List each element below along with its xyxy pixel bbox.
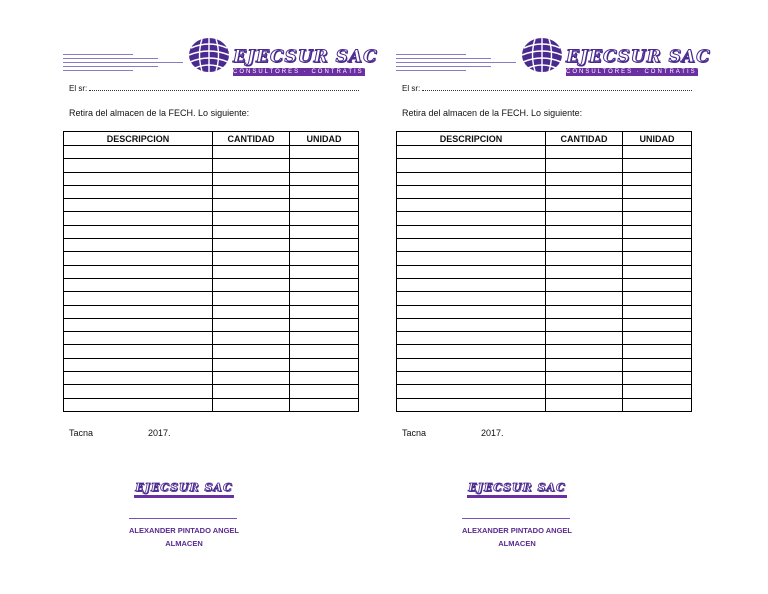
signer-name: ALEXANDER PINTADO ANGEL: [461, 526, 572, 535]
table-row: [397, 265, 692, 278]
descripcion-cell[interactable]: [64, 212, 213, 225]
stamp-name: EJECSUR SAC: [135, 481, 233, 494]
cantidad-cell[interactable]: [546, 292, 623, 305]
signature-line: [462, 518, 570, 519]
table-row: [397, 318, 692, 331]
table-row: [397, 385, 692, 398]
descripcion-cell[interactable]: [397, 358, 546, 371]
unidad-cell[interactable]: [290, 199, 359, 212]
cantidad-cell[interactable]: [546, 345, 623, 358]
cantidad-cell[interactable]: [213, 225, 290, 238]
descripcion-cell[interactable]: [64, 265, 213, 278]
withdrawal-form-left: [63, 0, 381, 594]
unidad-cell[interactable]: [623, 252, 692, 265]
unidad-cell[interactable]: [623, 332, 692, 345]
cantidad-cell[interactable]: [213, 146, 290, 159]
cantidad-cell[interactable]: [213, 212, 290, 225]
cantidad-cell[interactable]: [546, 305, 623, 318]
unidad-cell[interactable]: [623, 358, 692, 371]
cantidad-cell[interactable]: [213, 345, 290, 358]
column-header-unidad: UNIDAD: [623, 132, 692, 146]
table-row: [64, 146, 359, 159]
descripcion-cell[interactable]: [397, 212, 546, 225]
descripcion-cell[interactable]: [64, 199, 213, 212]
descripcion-cell[interactable]: [397, 225, 546, 238]
table-row: [64, 172, 359, 185]
descripcion-cell[interactable]: [397, 332, 546, 345]
descripcion-cell[interactable]: [64, 278, 213, 291]
globe-logo-icon: [187, 36, 231, 74]
column-header-descripcion: DESCRIPCION: [64, 132, 213, 146]
table-row: [64, 318, 359, 331]
unidad-cell[interactable]: [290, 239, 359, 252]
cantidad-cell[interactable]: [546, 252, 623, 265]
letterhead: [63, 36, 381, 78]
globe-logo-icon: [520, 36, 564, 74]
signer-name: ALEXANDER PINTADO ANGEL: [128, 526, 239, 535]
stamp-name: EJECSUR SAC: [468, 481, 566, 494]
table-row: [397, 225, 692, 238]
unidad-cell[interactable]: [623, 239, 692, 252]
cantidad-cell[interactable]: [546, 398, 623, 411]
table-row: [397, 212, 692, 225]
unidad-cell[interactable]: [623, 265, 692, 278]
sr-field: [69, 83, 359, 93]
column-header-cantidad: CANTIDAD: [213, 132, 290, 146]
cantidad-cell[interactable]: [546, 212, 623, 225]
unidad-cell[interactable]: [290, 305, 359, 318]
cantidad-cell[interactable]: [213, 159, 290, 172]
unidad-cell[interactable]: [290, 372, 359, 385]
unidad-cell[interactable]: [623, 278, 692, 291]
cantidad-cell[interactable]: [546, 239, 623, 252]
cantidad-cell[interactable]: [546, 318, 623, 331]
decorative-lines: [396, 54, 516, 76]
signer-role: ALMACEN: [165, 539, 203, 548]
table-row: [64, 292, 359, 305]
column-header-descripcion: DESCRIPCION: [397, 132, 546, 146]
cantidad-cell[interactable]: [546, 159, 623, 172]
table-row: [64, 278, 359, 291]
unidad-cell[interactable]: [290, 332, 359, 345]
descripcion-cell[interactable]: [64, 225, 213, 238]
cantidad-cell[interactable]: [213, 318, 290, 331]
cantidad-cell[interactable]: [546, 358, 623, 371]
descripcion-cell[interactable]: [397, 252, 546, 265]
unidad-cell[interactable]: [290, 212, 359, 225]
descripcion-cell[interactable]: [64, 159, 213, 172]
descripcion-cell[interactable]: [397, 318, 546, 331]
unidad-cell[interactable]: [290, 146, 359, 159]
descripcion-cell[interactable]: [64, 358, 213, 371]
stamp-bar: [467, 495, 567, 498]
table-row: [64, 265, 359, 278]
descripcion-cell[interactable]: [64, 185, 213, 198]
cantidad-cell[interactable]: [213, 292, 290, 305]
cantidad-cell[interactable]: [213, 199, 290, 212]
table-row: [64, 239, 359, 252]
descripcion-cell[interactable]: [64, 372, 213, 385]
table-row: [397, 146, 692, 159]
table-row: [397, 278, 692, 291]
descripcion-cell[interactable]: [64, 146, 213, 159]
brand-name: EJECSUR SAC: [566, 47, 711, 67]
descripcion-cell[interactable]: [397, 385, 546, 398]
table-row: [397, 398, 692, 411]
city-label: Tacna: [69, 428, 94, 438]
table-row: [397, 305, 692, 318]
withdrawal-form-right: [396, 0, 714, 594]
table-row: [397, 239, 692, 252]
cantidad-cell[interactable]: [546, 265, 623, 278]
table-row: [64, 159, 359, 172]
table-row: [397, 199, 692, 212]
table-row: [397, 252, 692, 265]
unidad-cell[interactable]: [290, 172, 359, 185]
cantidad-cell[interactable]: [546, 199, 623, 212]
unidad-cell[interactable]: [290, 385, 359, 398]
cantidad-cell[interactable]: [546, 172, 623, 185]
unidad-cell[interactable]: [290, 159, 359, 172]
unidad-cell[interactable]: [623, 212, 692, 225]
retira-text: Retira del almacen de la FECH. Lo siguiente:: [69, 108, 250, 118]
cantidad-cell[interactable]: [546, 372, 623, 385]
cantidad-cell[interactable]: [213, 398, 290, 411]
cantidad-cell[interactable]: [546, 278, 623, 291]
table-header-row: [64, 132, 359, 146]
unidad-cell[interactable]: [623, 398, 692, 411]
descripcion-cell[interactable]: [397, 185, 546, 198]
cantidad-cell[interactable]: [213, 358, 290, 371]
cantidad-cell[interactable]: [546, 385, 623, 398]
sr-label: El sr:: [69, 84, 88, 93]
unidad-cell[interactable]: [623, 292, 692, 305]
table-row: [397, 332, 692, 345]
table-row: [64, 345, 359, 358]
descripcion-cell[interactable]: [64, 252, 213, 265]
items-table: [63, 131, 359, 412]
descripcion-cell[interactable]: [64, 332, 213, 345]
unidad-cell[interactable]: [623, 146, 692, 159]
table-row: [64, 225, 359, 238]
city-label: Tacna: [402, 428, 427, 438]
unidad-cell[interactable]: [290, 345, 359, 358]
items-table: [396, 131, 692, 412]
descripcion-cell[interactable]: [397, 239, 546, 252]
unidad-cell[interactable]: [623, 199, 692, 212]
descripcion-cell[interactable]: [397, 199, 546, 212]
sr-label: El sr:: [402, 84, 421, 93]
descripcion-cell[interactable]: [64, 172, 213, 185]
column-header-unidad: UNIDAD: [290, 132, 359, 146]
cantidad-cell[interactable]: [213, 278, 290, 291]
signature-line: [129, 518, 237, 519]
sr-blank-line[interactable]: [89, 83, 359, 91]
items-body: [397, 146, 692, 412]
retira-text: Retira del almacen de la FECH. Lo siguiente:: [402, 108, 583, 118]
unidad-cell[interactable]: [290, 252, 359, 265]
year-label: 2017.: [481, 428, 504, 438]
unidad-cell[interactable]: [623, 159, 692, 172]
descripcion-cell[interactable]: [64, 345, 213, 358]
unidad-cell[interactable]: [623, 318, 692, 331]
stamp-bar: [134, 495, 234, 498]
unidad-cell[interactable]: [623, 385, 692, 398]
cantidad-cell[interactable]: [546, 225, 623, 238]
table-row: [64, 252, 359, 265]
cantidad-cell[interactable]: [213, 332, 290, 345]
table-row: [64, 305, 359, 318]
table-row: [397, 345, 692, 358]
descripcion-cell[interactable]: [64, 318, 213, 331]
unidad-cell[interactable]: [290, 318, 359, 331]
table-row: [64, 372, 359, 385]
table-header-row: [397, 132, 692, 146]
cantidad-cell[interactable]: [213, 185, 290, 198]
unidad-cell[interactable]: [623, 172, 692, 185]
descripcion-cell[interactable]: [397, 305, 546, 318]
cantidad-cell[interactable]: [213, 385, 290, 398]
descripcion-cell[interactable]: [64, 385, 213, 398]
table-row: [64, 332, 359, 345]
table-row: [397, 185, 692, 198]
descripcion-cell[interactable]: [397, 146, 546, 159]
cantidad-cell[interactable]: [213, 172, 290, 185]
descripcion-cell[interactable]: [397, 345, 546, 358]
unidad-cell[interactable]: [290, 358, 359, 371]
descripcion-cell[interactable]: [64, 239, 213, 252]
table-row: [64, 185, 359, 198]
unidad-cell[interactable]: [290, 278, 359, 291]
cantidad-cell[interactable]: [213, 372, 290, 385]
descripcion-cell[interactable]: [397, 292, 546, 305]
table-row: [397, 358, 692, 371]
company-stamp: [129, 481, 239, 498]
letterhead: [396, 36, 714, 78]
sr-blank-line[interactable]: [422, 83, 692, 91]
unidad-cell[interactable]: [290, 225, 359, 238]
unidad-cell[interactable]: [290, 292, 359, 305]
descripcion-cell[interactable]: [397, 159, 546, 172]
unidad-cell[interactable]: [290, 265, 359, 278]
brand-tagline: CONSULTORES · CONTRATISTAS: [233, 69, 381, 75]
unidad-cell[interactable]: [290, 185, 359, 198]
column-header-cantidad: CANTIDAD: [546, 132, 623, 146]
table-row: [64, 385, 359, 398]
sr-field: [402, 83, 692, 93]
descripcion-cell[interactable]: [397, 172, 546, 185]
table-row: [64, 199, 359, 212]
cantidad-cell[interactable]: [546, 185, 623, 198]
unidad-cell[interactable]: [623, 185, 692, 198]
table-row: [397, 292, 692, 305]
table-row: [64, 358, 359, 371]
brand-name: EJECSUR SAC: [233, 47, 378, 67]
table-row: [64, 212, 359, 225]
brand-tagline: CONSULTORES · CONTRATISTAS: [566, 69, 714, 75]
cantidad-cell[interactable]: [213, 252, 290, 265]
unidad-cell[interactable]: [290, 398, 359, 411]
unidad-cell[interactable]: [623, 345, 692, 358]
unidad-cell[interactable]: [623, 225, 692, 238]
unidad-cell[interactable]: [623, 305, 692, 318]
brand-block: [233, 47, 381, 76]
table-row: [64, 398, 359, 411]
descripcion-cell[interactable]: [64, 398, 213, 411]
cantidad-cell[interactable]: [546, 332, 623, 345]
table-row: [397, 159, 692, 172]
table-row: [397, 372, 692, 385]
descripcion-cell[interactable]: [397, 372, 546, 385]
descripcion-cell[interactable]: [397, 398, 546, 411]
descripcion-cell[interactable]: [64, 305, 213, 318]
decorative-lines: [63, 54, 183, 76]
signer-role: ALMACEN: [498, 539, 536, 548]
brand-block: [566, 47, 714, 76]
items-body: [64, 146, 359, 412]
descripcion-cell[interactable]: [397, 265, 546, 278]
year-label: 2017.: [148, 428, 171, 438]
cantidad-cell[interactable]: [546, 146, 623, 159]
cantidad-cell[interactable]: [213, 305, 290, 318]
unidad-cell[interactable]: [623, 372, 692, 385]
descripcion-cell[interactable]: [397, 278, 546, 291]
company-stamp: [462, 481, 572, 498]
table-row: [397, 172, 692, 185]
cantidad-cell[interactable]: [213, 239, 290, 252]
cantidad-cell[interactable]: [213, 265, 290, 278]
descripcion-cell[interactable]: [64, 292, 213, 305]
